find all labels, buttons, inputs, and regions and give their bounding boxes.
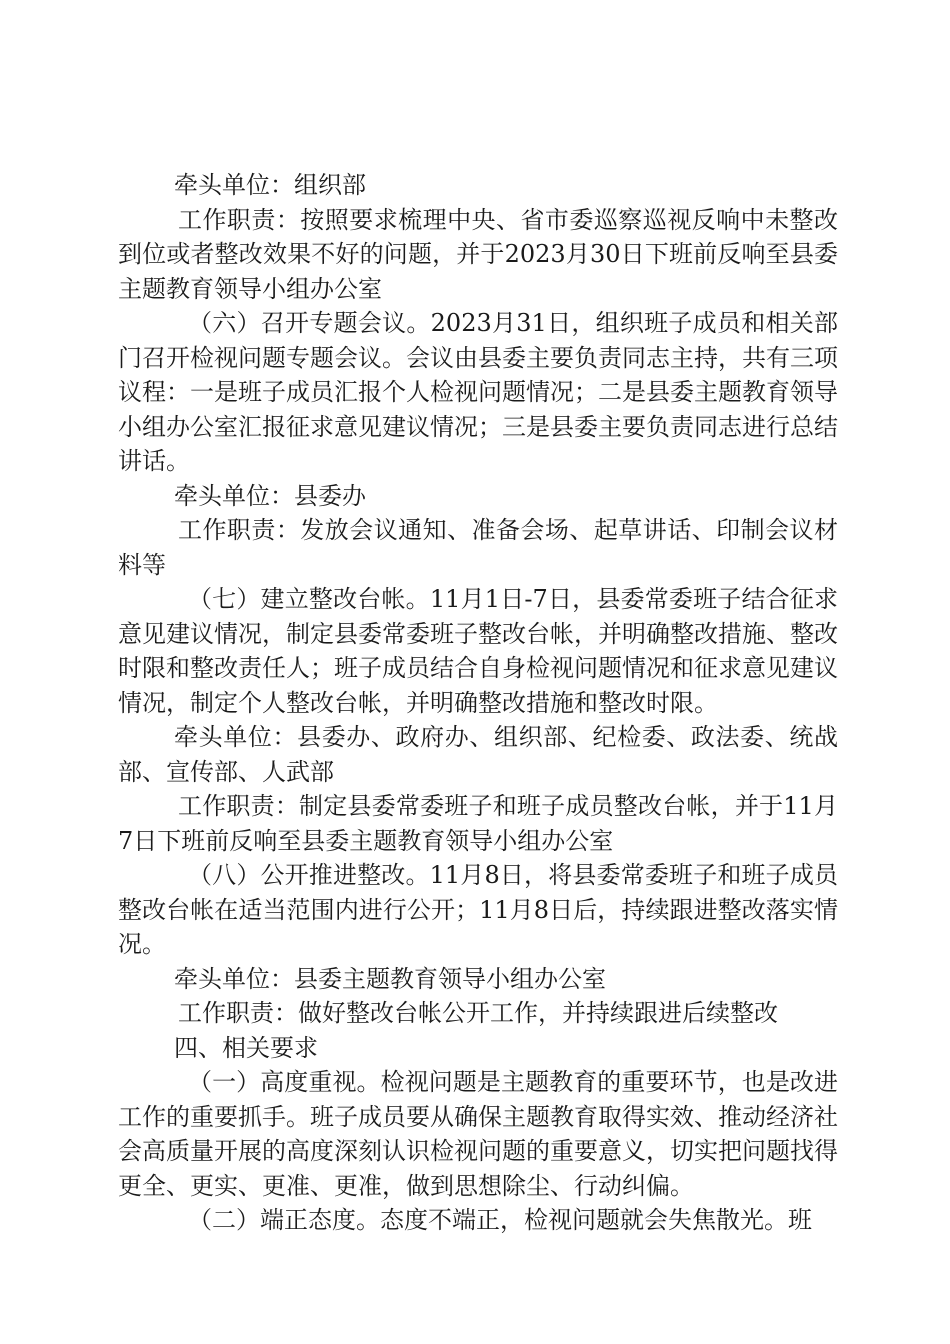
- heading-requirements: 四、相关要求: [174, 1033, 318, 1062]
- paragraph-requirement-2: （二）端正态度。态度不端正，检视问题就会失焦散光。班: [188, 1206, 812, 1234]
- paragraph-section-6: （六）召开专题会议。2023月31日，组织班子成员和相关部门召开检视问题专题会议。会议由县委主要负责同志主持，共有三项议程：一是班子成员汇报个人检视问题情况；二是县委主题教育领导小组办公室汇报征求意见建议情况；三是县委主要负责同志进行总结讲话。: [118, 309, 838, 475]
- paragraph-duty-2: 工作职责：发放会议通知、准备会场、起草讲话、印制会议材料等: [118, 516, 838, 579]
- paragraph-lead-unit-4: 牵头单位：县委主题教育领导小组办公室: [174, 964, 606, 993]
- paragraph-section-8: （八）公开推进整改。11月8日，将县委常委班子和班子成员整改台帐在适当范围内进行公开；11月8日后，持续跟进整改落实情况。: [118, 861, 838, 958]
- paragraph-section-7: （七）建立整改台帐。11月1日-7日，县委常委班子结合征求意见建议情况，制定县委常委班子整改台帐，并明确整改措施、整改时限和整改责任人；班子成员结合自身检视问题情况和征求意见建议情况，制定个人整改台帐，并明确整改措施和整改时限。: [118, 585, 838, 717]
- paragraph-duty-3: 工作职责：制定县委常委班子和班子成员整改台帐，并于11月7日下班前反响至县委主题教育领导小组办公室: [118, 792, 838, 855]
- paragraph-lead-unit-1: 牵头单位：组织部: [174, 171, 366, 199]
- paragraph-duty-4: 工作职责：做好整改台帐公开工作，并持续跟进后续整改: [178, 999, 778, 1027]
- paragraph-lead-unit-3: 牵头单位：县委办、政府办、组织部、纪检委、政法委、统战部、宣传部、人武部: [118, 723, 838, 786]
- document-body: [118, 168, 838, 1238]
- paragraph-lead-unit-2: 牵头单位：县委办: [174, 481, 366, 510]
- paragraph-requirement-1: （一）高度重视。检视问题是主题教育的重要环节，也是改进工作的重要抓手。班子成员要从确保主题教育取得实效、推动经济社会高质量开展的高度深刻认识检视问题的重要意义，切实把问题找得更全、更实、更准、更准，做到思想除尘、行动纠偏。: [118, 1068, 838, 1200]
- paragraph-duty-1: 工作职责：按照要求梳理中央、省市委巡察巡视反响中未整改到位或者整改效果不好的问题，并于2023月30日下班前反响至县委主题教育领导小组办公室: [118, 205, 838, 303]
